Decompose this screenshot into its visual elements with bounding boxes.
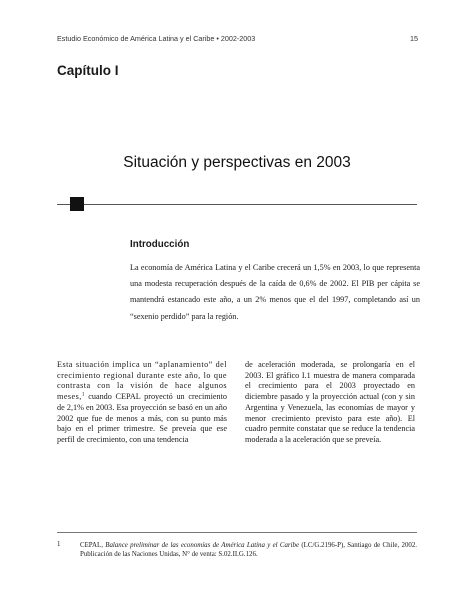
page-number: 15: [410, 34, 418, 43]
footnote-text: [80, 541, 417, 560]
footnote-text-post: (LC/G.2196-P), Santiago de Chile, 2002. Publicación de las Naciones Unidas, N° de venta: S.02.II.G.126.: [80, 542, 418, 559]
footnote-number: 1: [57, 541, 61, 548]
page-title: Situación y perspectivas en 2003: [123, 154, 351, 171]
section-marker-square: [70, 197, 84, 211]
running-header-title: Estudio Económico de América Latina y el Caribe • 2002-2003: [57, 34, 256, 43]
footnote-reference: 1: [81, 391, 85, 398]
footnote-text-italic: Balance preliminar de las economías de América Latina y el Caribe: [105, 542, 300, 549]
intro-paragraph: La economía de América Latina y el Caribe crecerá un 1,5% en 2003, lo que representa una modesta recuperación después de la caída de 0,6% de 2002. El PIB per cápita se mantendrá estancado este año, a un 2% menos que el del 1997, completando así un “sexenio perdido” para la región.: [130, 263, 420, 321]
footnote-divider: [57, 532, 417, 533]
intro-heading: Introducción: [130, 239, 190, 250]
section-divider: [57, 204, 417, 205]
body-left-text-1: Esta situación implica un “aplanamiento” del crecimiento regional durante este año, lo que contrasta con la visión de hace algunos meses,: [57, 360, 227, 402]
footnote-text-pre: CEPAL,: [80, 542, 106, 549]
chapter-label: Capítulo I: [57, 63, 119, 78]
body-left-column: [57, 360, 227, 446]
body-right-column: de aceleración moderada, se prolongaría en el 2003. El gráfico I.1 muestra de manera comparada el crecimiento para el 2003 proyectado en diciembre pasado y la proyección actual (con y sin Argentina y Venezuela, las economías de mayor y menor crecimiento previsto para este año). El cuadro permite constatar que se reduce la tendencia moderada a la aceleración que se preveía.: [245, 360, 415, 444]
body-left-text-2: cuando CEPAL proyectó un crecimiento de 2,1% en 2003. Esa proyección se basó en un año 2002 que fue de menos a más, con su punto más bajo en el primer trimestre. Se preveía que ese perfil de crecimiento, con una tendencia: [57, 392, 227, 444]
